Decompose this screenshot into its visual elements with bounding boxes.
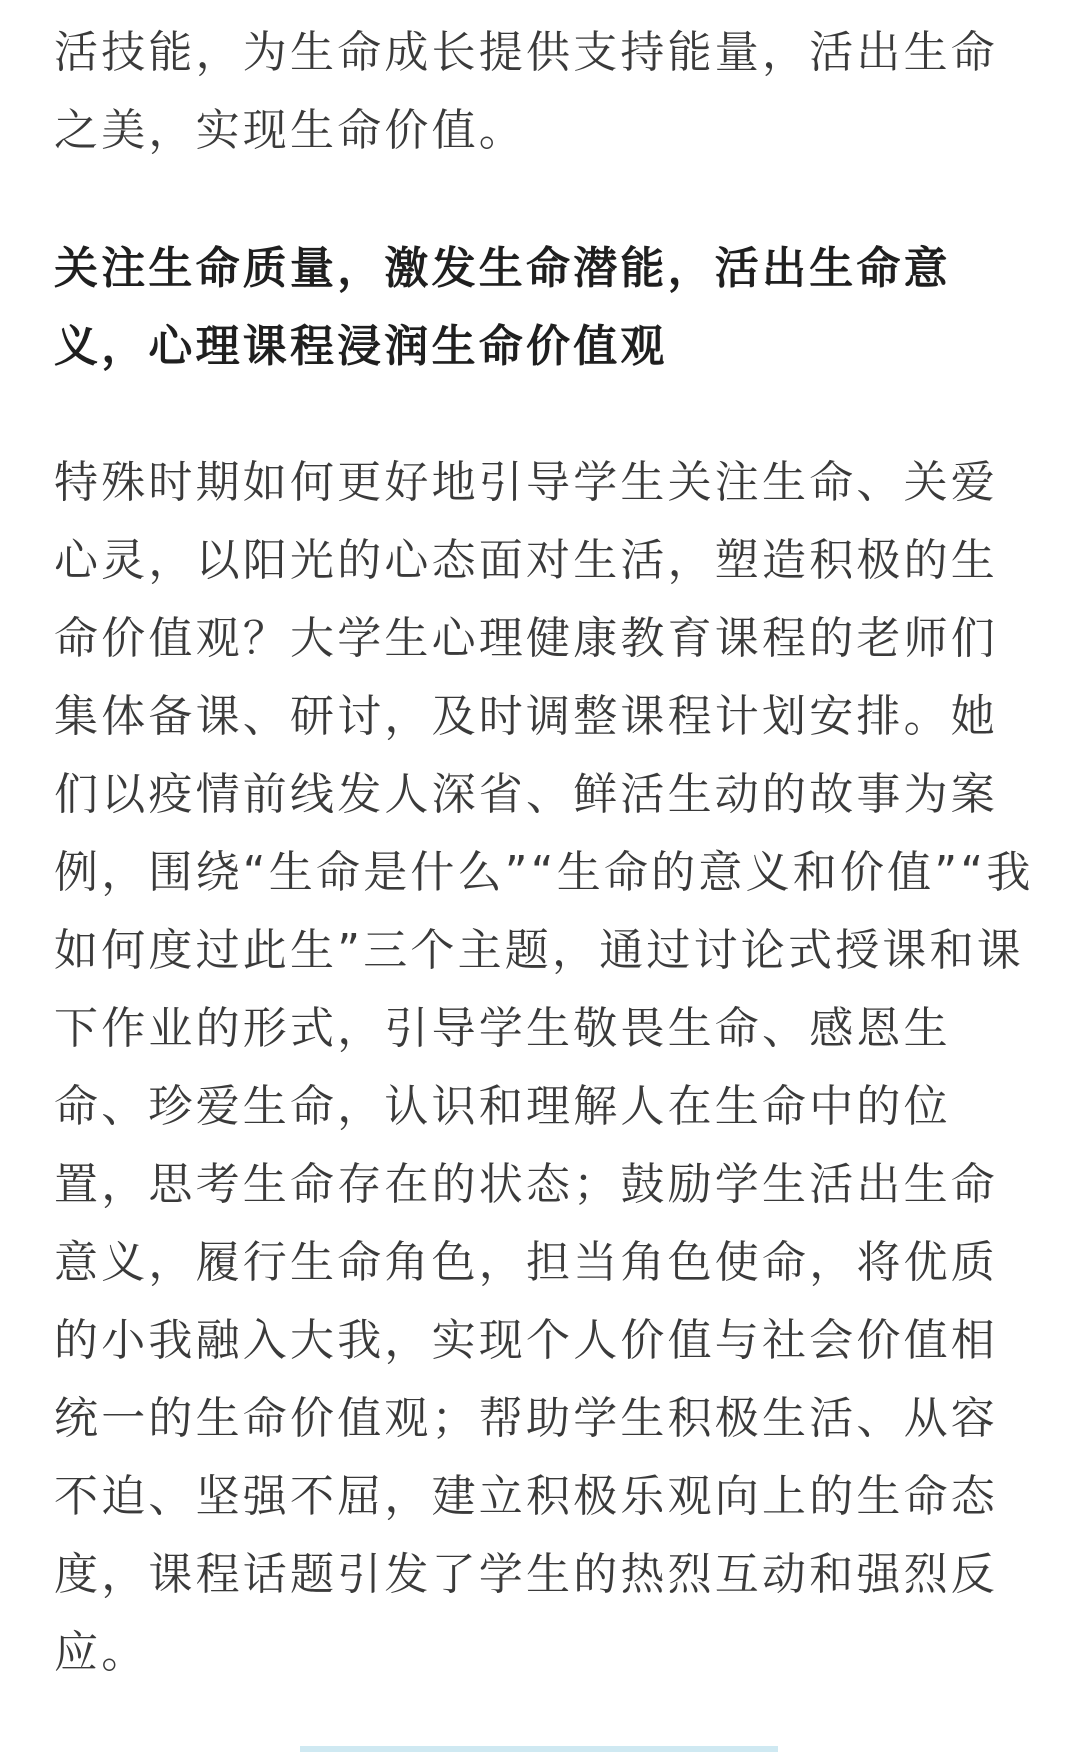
paragraph-line: 置，思考生命存在的状态；鼓励学生活出生命 [54,1159,998,1210]
body-paragraph [54,444,1034,1692]
paragraph-spacer [54,170,1030,230]
paragraph-line: 命、珍爱生命，认识和理解人在生命中的位 [54,1081,951,1132]
paragraph-spacer [54,386,1030,444]
paragraph-line: 心灵，以阳光的心态面对生活，塑造积极的生 [54,535,998,586]
paragraph-line: 不迫、坚强不屈，建立积极乐观向上的生命态 [54,1471,998,1522]
paragraph-line: 命价值观？大学生心理健康教育课程的老师们 [54,613,998,664]
heading-line: 义，心理课程浸润生命价值观 [54,321,668,372]
paragraph-line: 特殊时期如何更好地引导学生关注生命、关爱 [54,457,998,508]
image-top-edge [300,1746,778,1752]
paragraph-line: 应。 [54,1627,149,1678]
paragraph-line: 的小我融入大我，实现个人价值与社会价值相 [54,1315,998,1366]
paragraph-line: 意义，履行生命角色，担当角色使命，将优质 [54,1237,998,1288]
intro-paragraph [54,14,1030,170]
paragraph-line: 集体备课、研讨，及时调整课程计划安排。她 [54,691,998,742]
paragraph-line: 下作业的形式，引导学生敬畏生命、感恩生 [54,1003,951,1054]
paragraph-line: 之美，实现生命价值。 [54,105,526,156]
paragraph-line: 度，课程话题引发了学生的热烈互动和强烈反 [54,1549,998,1600]
paragraph-line: 活技能，为生命成长提供支持能量，活出生命 [54,27,998,78]
heading-line: 关注生命质量，激发生命潜能，活出生命意 [54,243,951,294]
paragraph-line: 例，围绕“生命是什么”“生命的意义和价值”“我 [54,847,1034,898]
paragraph-line: 统一的生命价值观；帮助学生积极生活、从容 [54,1393,998,1444]
article-content [54,14,1034,1692]
section-heading [54,230,1030,386]
paragraph-line: 们以疫情前线发人深省、鲜活生动的故事为案 [54,769,998,820]
paragraph-line: 如何度过此生”三个主题，通过讨论式授课和课 [54,925,1024,976]
